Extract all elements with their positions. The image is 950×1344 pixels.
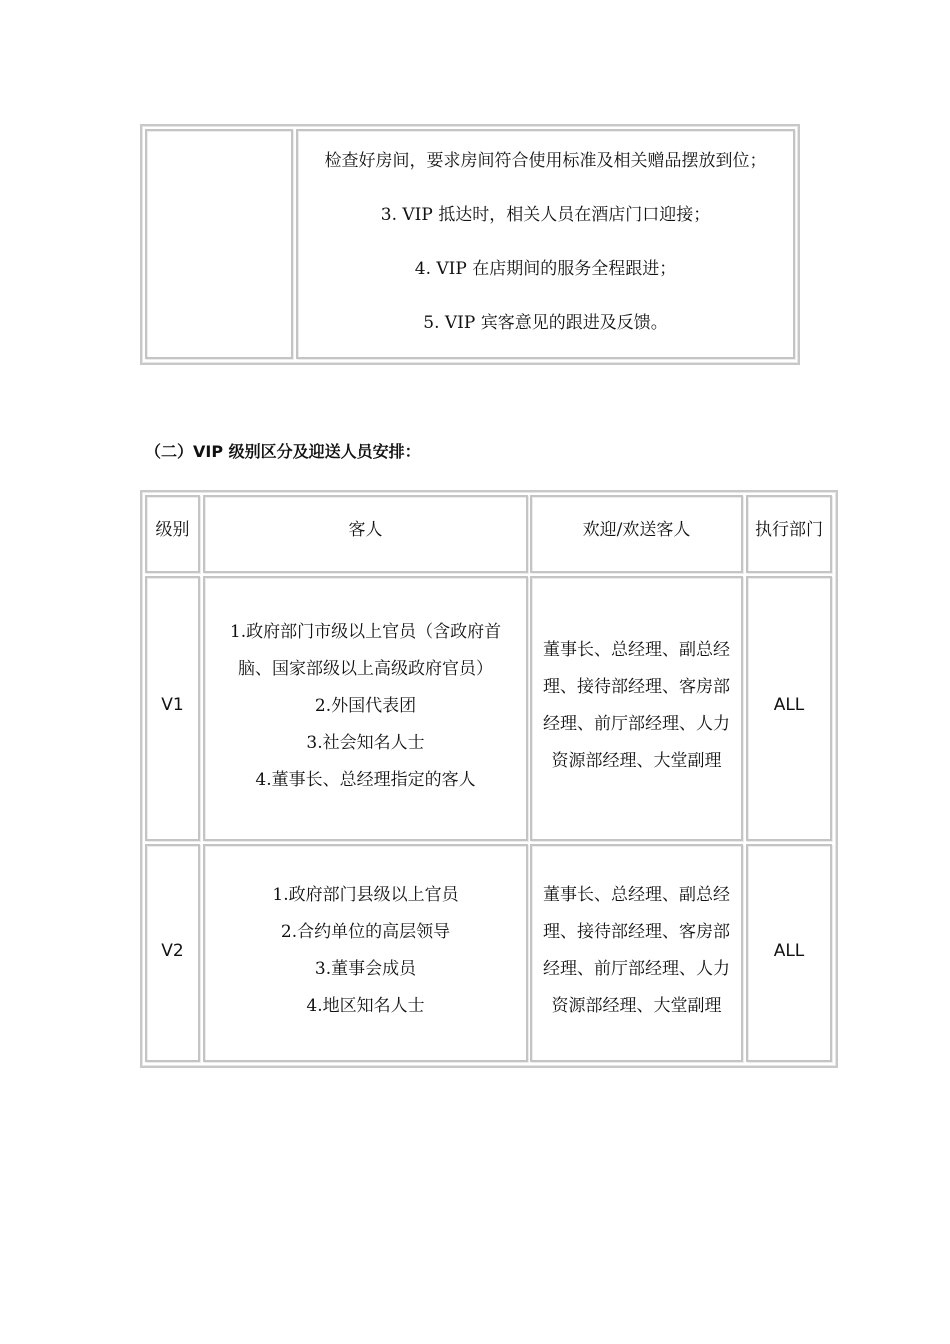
table-row-v2-guests: 1.政府部门县级以上官员 2.合约单位的高层领导 3.董事会成员 4.地区知名人士 (203, 844, 528, 1062)
header-department: 执行部门 (746, 495, 832, 573)
table-row-v1-level: V1 (145, 576, 200, 841)
top-table-line: 3. VIP 抵达时，相关人员在酒店门口迎接； (380, 205, 711, 225)
table-row-v1-guests: 1.政府部门市级以上官员（含政府首 脑、国家部级以上高级政府官员） 2.外国代表团 3.社会知名人士 4.董事长、总经理指定的客人 (203, 576, 528, 841)
header-guests: 客人 (203, 495, 528, 573)
top-table-left-cell (145, 129, 293, 359)
table-row-v2-welcome: 董事长、总经理、副总经 理、接待部经理、客房部 经理、前厅部经理、人力 资源部经理、大堂副理 (530, 844, 743, 1062)
header-welcome: 欢迎/欢送客人 (530, 495, 743, 573)
section-heading: （二）VIP 级别区分及迎送人员安排： (145, 442, 421, 461)
top-table-line: 5. VIP 宾客意见的跟进及反馈。 (423, 313, 668, 333)
table-row-v2-level: V2 (145, 844, 200, 1062)
top-table-right-cell (296, 129, 795, 359)
table-row-v2-department: ALL (746, 844, 832, 1062)
table-row-v1-welcome: 董事长、总经理、副总经 理、接待部经理、客房部 经理、前厅部经理、人力 资源部经理、大堂副理 (530, 576, 743, 841)
top-table-line: 检查好房间，要求房间符合使用标准及相关赠品摆放到位； (324, 151, 767, 171)
table-row-v1-department: ALL (746, 576, 832, 841)
top-table-line: 4. VIP 在店期间的服务全程跟进； (414, 259, 677, 279)
header-level: 级别 (145, 495, 200, 573)
